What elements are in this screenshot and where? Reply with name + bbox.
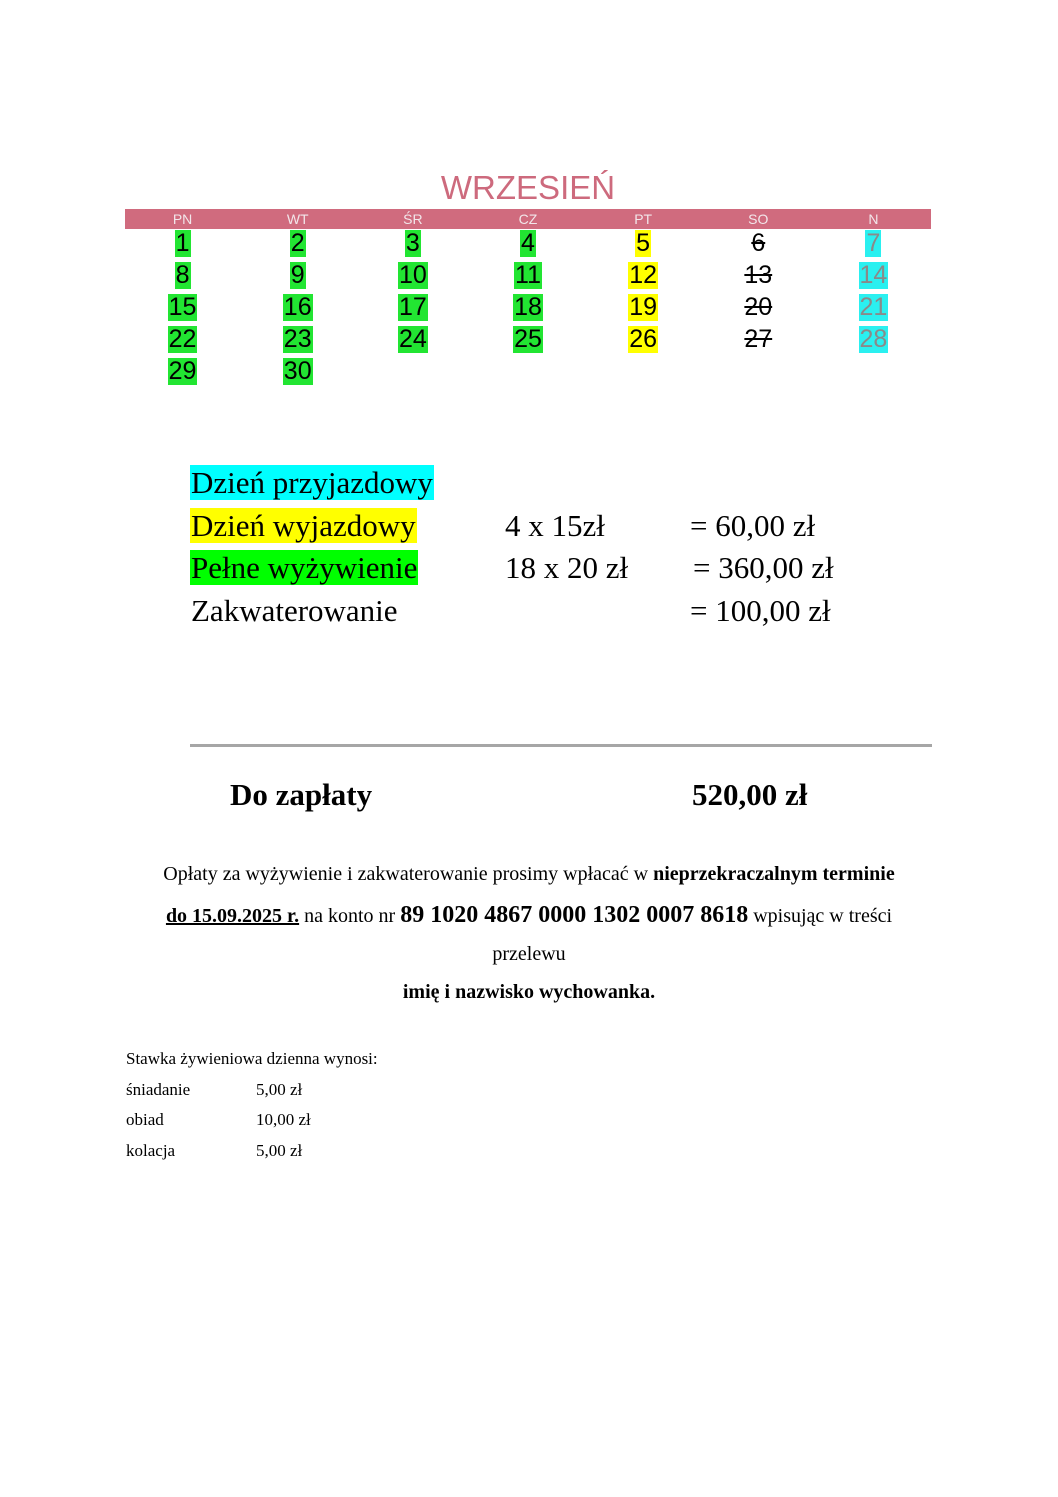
calendar-day: 28 xyxy=(859,325,888,353)
calendar-day-cell xyxy=(125,325,240,357)
calendar-day: 9 xyxy=(290,261,305,289)
calendar-grid xyxy=(125,229,931,389)
calendar-day-cell xyxy=(240,261,355,293)
calendar-day: 29 xyxy=(168,357,197,385)
calendar-day: 6 xyxy=(751,229,766,257)
weekday-pt: PT xyxy=(634,211,653,227)
departure-amount: = 60,00 zł xyxy=(690,508,816,543)
calendar-day-cell xyxy=(586,261,701,293)
calendar-day-cell xyxy=(701,293,816,325)
total-value: 520,00 zł xyxy=(692,777,808,812)
deadline-emphasis: nieprzekraczalnym terminie xyxy=(653,863,895,885)
payment-info-line-4: imię i nazwisko wychowanka. xyxy=(402,981,656,1003)
calendar-day: 1 xyxy=(175,229,190,257)
payment-info-line-2 xyxy=(100,898,958,932)
departure-calc: 4 x 15zł xyxy=(505,508,605,543)
calendar-day: 25 xyxy=(514,325,542,353)
calendar-day-cell xyxy=(816,293,931,325)
calendar-day-cell xyxy=(125,293,240,325)
calendar-day: 12 xyxy=(629,261,658,289)
calendar-day-cell xyxy=(355,229,470,261)
calendar-day: 20 xyxy=(744,293,773,321)
weekday-so: SO xyxy=(748,211,769,227)
rate-meal: kolacja xyxy=(126,1141,176,1160)
calendar-day-cell xyxy=(586,229,701,261)
calendar-day: 4 xyxy=(521,229,535,257)
calendar-day: 5 xyxy=(636,229,651,257)
calendar-day: 21 xyxy=(859,293,888,321)
rate-meal: śniadanie xyxy=(126,1080,191,1099)
full-board-calc: 18 x 20 zł xyxy=(505,550,629,585)
calendar-day-cell xyxy=(470,325,585,357)
full-board-amount: = 360,00 zł xyxy=(693,550,834,585)
accommodation-row xyxy=(190,592,399,630)
calendar-day: 7 xyxy=(866,229,881,257)
calendar-day: 23 xyxy=(283,325,312,353)
calendar-day-cell xyxy=(816,261,931,293)
arrival-day-row xyxy=(190,464,434,502)
weekday-header xyxy=(125,209,931,229)
divider xyxy=(190,744,932,747)
calendar-day: 8 xyxy=(175,261,190,289)
rate-meal: obiad xyxy=(126,1110,164,1129)
departure-day-label: Dzień wyjazdowy xyxy=(191,508,416,543)
calendar-day-cell xyxy=(125,357,240,389)
calendar-day-cell xyxy=(240,325,355,357)
rates-heading: Stawka żywieniowa dzienna wynosi: xyxy=(126,1049,378,1068)
full-board-row xyxy=(190,549,418,587)
calendar-day-cell xyxy=(586,325,701,357)
weekday-cz: CZ xyxy=(518,211,538,227)
calendar-day-cell xyxy=(470,293,585,325)
calendar-day-cell xyxy=(355,261,470,293)
calendar-day-cell xyxy=(125,261,240,293)
account-number: 89 1020 4867 0000 1302 0007 8618 xyxy=(400,902,749,928)
calendar-day: 27 xyxy=(744,325,773,353)
calendar-day-cell xyxy=(816,325,931,357)
calendar-day-cell xyxy=(701,325,816,357)
calendar-day-cell xyxy=(355,293,470,325)
payment-info-line-1 xyxy=(100,860,958,888)
calendar-day-cell xyxy=(816,229,931,261)
calendar-day-cell xyxy=(701,261,816,293)
calendar-day: 15 xyxy=(168,293,197,321)
weekday-wt: WT xyxy=(286,211,309,227)
payment-info-text: Opłaty za wyżywienie i zakwaterowanie prosimy wpłacać w xyxy=(163,863,654,885)
rate-price: 5,00 zł xyxy=(256,1080,303,1099)
calendar-day-cell xyxy=(240,293,355,325)
accommodation-label: Zakwaterowanie xyxy=(191,593,398,628)
calendar-day: 17 xyxy=(398,293,427,321)
payment-info-line-3: przelewu xyxy=(492,943,566,965)
full-board-label: Pełne wyżywienie xyxy=(191,550,418,585)
calendar-day: 18 xyxy=(514,293,542,321)
weekday-sr: ŚR xyxy=(403,211,423,227)
calendar-day: 26 xyxy=(629,325,658,353)
calendar-day-cell xyxy=(240,229,355,261)
arrival-day-label: Dzień przyjazdowy xyxy=(191,465,433,500)
weekday-n: N xyxy=(868,211,879,227)
weekday-pn: PN xyxy=(172,211,193,227)
rate-price: 10,00 zł xyxy=(256,1110,311,1129)
calendar-day: 16 xyxy=(283,293,312,321)
calendar-day-cell xyxy=(470,229,585,261)
deadline-date: do 15.09.2025 r. xyxy=(165,905,300,927)
calendar-day: 2 xyxy=(290,229,305,257)
calendar-day: 19 xyxy=(629,293,658,321)
departure-day-row xyxy=(190,507,417,545)
calendar-day: 14 xyxy=(859,261,888,289)
account-suffix: wpisując w treści xyxy=(748,905,893,927)
rate-price: 5,00 zł xyxy=(256,1141,303,1160)
calendar-day: 30 xyxy=(283,357,312,385)
accommodation-amount: = 100,00 zł xyxy=(690,593,831,628)
calendar-day-cell xyxy=(701,229,816,261)
calendar-day-cell xyxy=(240,357,355,389)
calendar-day-cell xyxy=(355,325,470,357)
total-label: Do zapłaty xyxy=(230,777,373,812)
calendar-day: 10 xyxy=(398,261,427,289)
calendar-day-cell xyxy=(586,293,701,325)
calendar-day: 11 xyxy=(515,261,541,289)
month-title: WRZESIEŃ xyxy=(440,169,616,206)
calendar-day: 24 xyxy=(398,325,427,353)
calendar-day-cell xyxy=(470,261,585,293)
account-prefix: na konto nr xyxy=(299,905,401,927)
calendar-day: 13 xyxy=(744,261,773,289)
calendar-day: 3 xyxy=(405,229,420,257)
calendar-day: 22 xyxy=(168,325,197,353)
calendar-day-cell xyxy=(125,229,240,261)
